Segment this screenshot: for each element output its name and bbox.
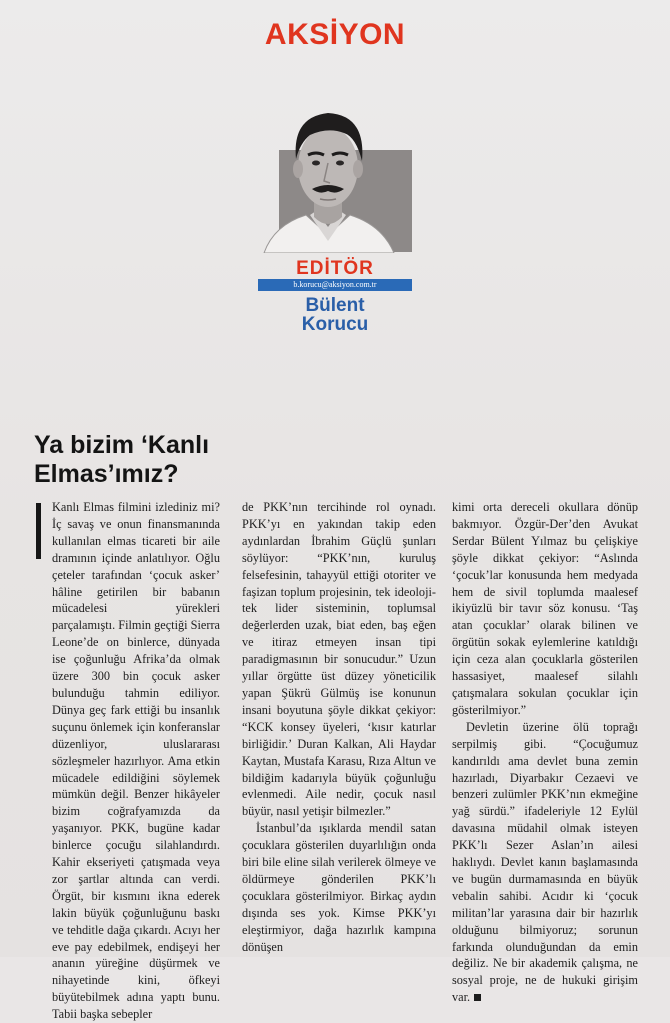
- magazine-logo: AKSİYON: [264, 18, 406, 51]
- editor-label: EDİTÖR: [296, 258, 374, 279]
- author-last-name: Korucu: [301, 314, 369, 335]
- article-headline: [34, 431, 294, 489]
- author-first-name: Bülent: [305, 295, 365, 316]
- column-2-paragraph-2: İstanbul’da ışıklarda mendil satan çocuklara gösterilen duyarlılığın onda biri bile eline silah verilerek ölmeye ve öldürmeye gönderilen PKK’lı çocuklara gösterilmiyor. Birkaç aydın dışında ses yok. Kimse PKK’yı eleştirmiyor, dağa hazırlık kampına dönüşen: [242, 821, 436, 954]
- article-column-1: [52, 499, 220, 1023]
- column-3-paragraph-2: [452, 719, 638, 1006]
- headline-line-1: Ya bizim ‘Kanlı: [34, 431, 210, 459]
- column-3-paragraph-1: kimi orta dereceli okullara dönüp bakmıyor. Özgür-Der’den Avukat Serdar Bülent Yılmaz bu çelişkiye şöyle dikkat çekiyor: “Aslında ‘çocuk’lar konusunda hem medyada hem de sivil toplumda maalesef ikiyüzlü bir tavır söz konusu. ‘Taş atan çocuklar’ olarak bilinen ve örgütün sokak eylemlerine katıldığı için ceza alan çocuklarla gösterilen hassasiyet, maalesef silahlı çatışmalara sokulan çocuklar için gösterilmiyor.”: [452, 500, 638, 717]
- article-column-2: [242, 499, 436, 955]
- column-1-paragraph-1: Kanlı Elmas filmini izlediniz mi? İç savaş ve onun finansmanında kullanılan elmas ticareti bir aile dramının içinde anlatılıyor. Oğlu çeteler tarafından ‘çocuk asker’ hâline getirilen bir babanın mücadelesi yürekleri parçalamıştı. Filmin geçtiği Sierra Leone’de on binlerce, dünyada ise çoğunluğu Afrika’da olmak üzere 300 bin çocuk asker bulunduğu tahmin ediliyor. Dünya geç fark ettiği bu insanlık suçunu önlemek için konferanslar düzenliyor, uluslararası sözleşmeler hazırlıyor. Ama etkin mücadele edildiğini söylemek mümkün değil. Benzer hikâyeler bizim coğrafyamızda da yaşanıyor. PKK, bugüne kadar binlerce çocuğu silahlandırdı. Kahir ekseriyeti çatışmada veya zor şartlar altında can verdi. Örgüt, bir kısmını ikna ederek lakin büyük çoğunluğunu baskı ve tehditle dağa çıkardı. Acıyı her eve pay edebilmek, endişeyi her ananın yüreğine düşürmek ve nihayetinde kini, öfkeyi büyütebilmek adına yaptı bunu. Tabii başka sebepler: [52, 500, 221, 1022]
- drop-cap-bar: [36, 503, 41, 559]
- column-3-paragraph-2-text: Devletin üzerine ölü toprağı serpilmiş gibi. “Çocuğumuz kandırıldı ama devlet buna zemin hazırladı, Diyarbakır Cezaevi ve benzeri zulümler PKK’nın ekmeğine yağ sürdü.” ifadeleriyle 12 Eylül davasına müdahil olmak isteyen PKK’lı Sezer Aslan’ın ailesi haklıydı. Devlet kanın başlamasında ve bugün durmamasında en büyük vebalin sahibi. Acıdır ki ‘çocuk militan’lar yarasına dair bir hazırlık olduğunu bilmiyoruz; sorunun farkında olunduğundan da emin değiliz. Ne bir akademik çalışma, ne sosyal proje, ne de hukuki girişim var.: [452, 719, 638, 1005]
- author-portrait: [258, 103, 398, 253]
- end-of-article-mark: [474, 994, 481, 1001]
- author-name: [258, 296, 412, 334]
- article-column-3: [452, 499, 638, 1006]
- column-2-paragraph-1: de PKK’nın tercihinde rol oynadı. PKK’yı en yakından takip eden aydınlardan İbrahim Güçlü şunları söylüyor: “PKK’nın, kuruluş felsefesinin, tahayyül ettiği otoriter ve faşizan toplum projesinin, tek ideoloji-tek lider sisteminin, toplumsal değerlerden uzak, biat eden, baş eğen ve itiraz etmeyen insan tipi paradigmasının bir sonucudur.” Uzun yıllar örgütte üst düzey yöneticilik yapan Şükrü Gülmüş ise konunun insani boyutuna şöyle dikkat çekiyor: “KCK konsey üyeleri, ‘kısır katırlar birliğidir.’ Duran Kalkan, Ali Haydar Kaytan, Mustafa Karasu, Rıza Altun ve bildiğim kadarıyla büyük çoğunluğu evlenmedi. Aile nedir, çocuk nasıl büyür, nasıl yetişir bilmezler.”: [242, 500, 436, 819]
- headline-line-2: Elmas’ımız?: [34, 460, 179, 488]
- author-email: b.korucu@aksiyon.com.tr: [258, 279, 412, 291]
